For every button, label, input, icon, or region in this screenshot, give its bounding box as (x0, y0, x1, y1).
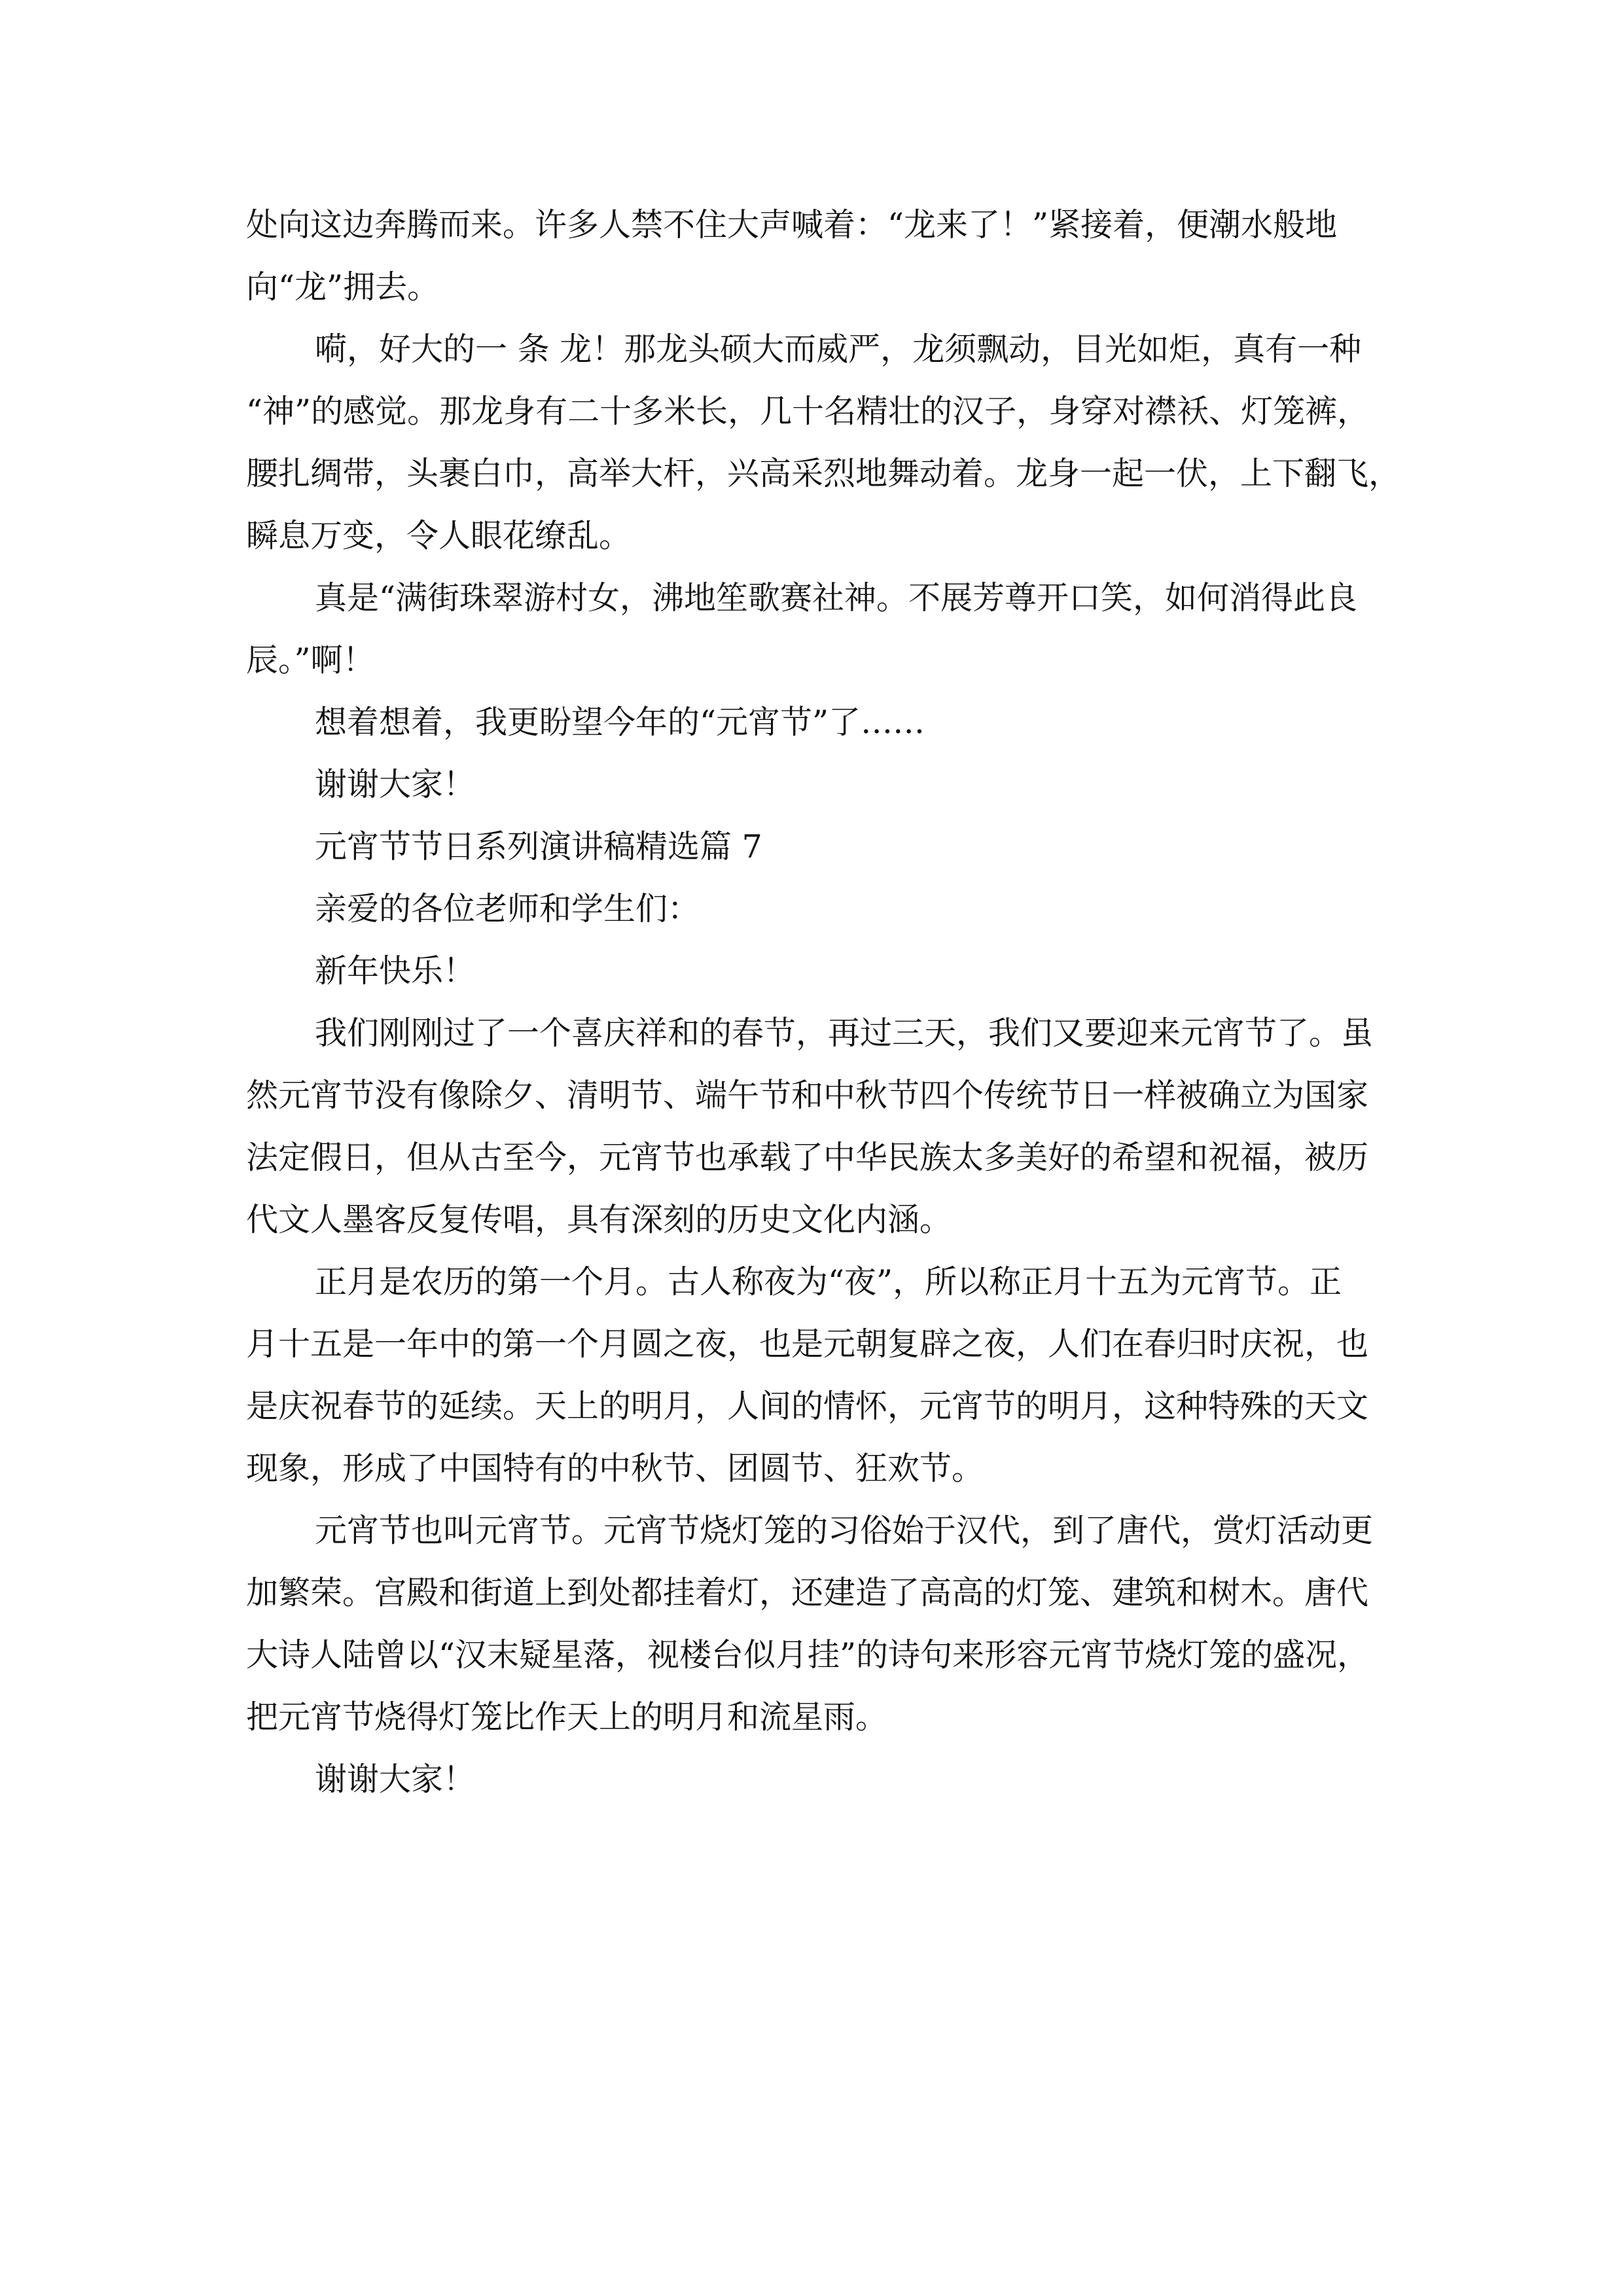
text-line: 向“龙”拥去。 (246, 268, 440, 306)
text-line: 瞬息万变，令人眼花缭乱。 (246, 517, 632, 554)
text-line: 代文人墨客反复传唱，具有深刻的历史文化内涵。 (246, 1201, 952, 1238)
text-line: 法定假日，但从古至今，元宵节也承载了中华民族太多美好的希望和祝福，被历 (246, 1139, 1369, 1176)
text-line: 正月是农历的第一个月。古人称夜为“夜”，所以称正月十五为元宵节。正 (315, 1263, 1342, 1300)
section-heading: 元宵节节日系列演讲稿精选篇 7 (315, 828, 762, 865)
text-line: 现象，形成了中国特有的中秋节、团圆节、狂欢节。 (246, 1450, 984, 1487)
closing-line: 谢谢大家！ (315, 1761, 476, 1798)
text-line: 腰扎绸带，头裹白巾，高举大杆，兴高采烈地舞动着。龙身一起一伏，上下翻飞， (246, 455, 1401, 492)
text-line: 元宵节也叫元宵节。元宵节烧灯笼的习俗始于汉代，到了唐代，赏灯活动更 (315, 1512, 1374, 1549)
text-line: 是庆祝春节的延续。天上的明月，人间的情怀，元宵节的明月，这种特殊的天文 (246, 1388, 1369, 1425)
salutation: 亲爱的各位老师和学生们： (315, 890, 700, 927)
text-line: 嗬，好大的一 条 龙！那龙头硕大而威严，龙须飘动，目光如炬，真有一种 (315, 331, 1362, 368)
document-page (246, 194, 1401, 1810)
text-line: 想着想着，我更盼望今年的“元宵节”了…… (315, 704, 925, 741)
text-line: 我们刚刚过了一个喜庆祥和的春节，再过三天，我们又要迎来元宵节了。虽 (315, 1014, 1374, 1052)
text-line: “神”的感觉。那龙身有二十多米长，几十名精壮的汉子，身穿对襟袄、灯笼裤， (246, 393, 1370, 430)
text-line: 处向这边奔腾而来。许多人禁不住大声喊着：“龙来了！”紧接着，便潮水般地 (246, 206, 1338, 243)
text-line: 月十五是一年中的第一个月圆之夜，也是元朝复辟之夜，人们在春归时庆祝，也 (246, 1325, 1369, 1363)
text-line: 加繁荣。宫殿和街道上到处都挂着灯，还建造了高高的灯笼、建筑和树木。唐代 (246, 1574, 1369, 1611)
text-line: 新年快乐！ (315, 952, 476, 990)
text-line: 然元宵节没有像除夕、清明节、端午节和中秋节四个传统节日一样被确立为国家 (246, 1077, 1369, 1114)
text-line: 谢谢大家！ (315, 766, 476, 803)
text-line: 把元宵节烧得灯笼比作天上的明月和流星雨。 (246, 1698, 888, 1736)
text-line: 辰。”啊！ (246, 641, 375, 679)
text-line: 真是“满街珠翠游村女，沸地笙歌赛社神。不展芳尊开口笑，如何消得此良 (315, 579, 1358, 617)
text-line: 大诗人陆曾以“汉末疑星落，视楼台似月挂”的诗句来形容元宵节烧灯笼的盛况， (246, 1636, 1370, 1674)
